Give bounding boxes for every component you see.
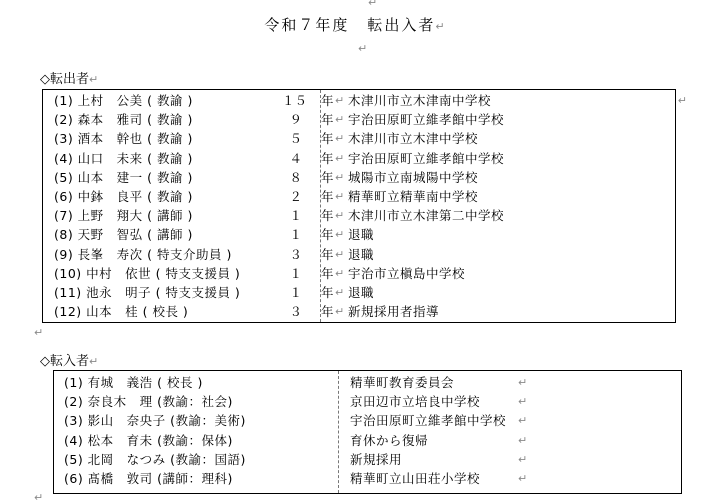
outgoing-destination: 木津川市立木津南中学校: [348, 93, 492, 108]
outgoing-unit: 年: [321, 265, 334, 281]
outgoing-name: (4) 山口 未来 ( 教諭 ): [54, 150, 193, 166]
incoming-name: (5) 北岡 なつみ (教諭：国語): [64, 451, 246, 467]
outgoing-name: (5) 山本 建一 ( 教諭 ): [54, 169, 193, 185]
outgoing-years: １５: [282, 93, 308, 108]
outgoing-years: １: [289, 227, 302, 243]
outgoing-unit: 年: [321, 93, 334, 108]
outgoing-row: (7) 上野 翔大 ( 講師 ) １ 年 ↵ 木津川市立木津第二中学校: [54, 208, 505, 224]
incoming-origin: 精華町立山田荘小学校: [350, 471, 481, 486]
outgoing-years: ４: [289, 150, 302, 166]
outgoing-name: (1) 上村 公美 ( 教諭 ): [54, 93, 193, 108]
outgoing-row: (12) 山本 桂 ( 校長 ) ３ 年 ↵ 新規採用者指導: [54, 304, 440, 320]
blank-line-mark: ↵: [34, 326, 44, 339]
outgoing-name: (9) 長峯 寿次 ( 特支介助員 ): [54, 246, 232, 262]
incoming-row: (4) 松本 育未 (教諭：保体) 育休から復帰 ↵: [64, 432, 528, 448]
incoming-heading: ◇転入者↵: [40, 354, 99, 369]
outgoing-row: (8) 天野 智弘 ( 講師 ) １ 年 ↵ 退職: [54, 227, 375, 243]
outgoing-name: (6) 中鉢 良平 ( 教諭 ): [54, 189, 193, 204]
outgoing-unit: 年: [321, 285, 334, 300]
incoming-origin: 育休から復帰: [350, 432, 429, 448]
outgoing-unit: 年: [321, 169, 334, 185]
outgoing-destination: 木津川市立木津第二中学校: [348, 208, 505, 224]
incoming-origin: 宇治田原町立維孝館中学校: [350, 413, 507, 429]
outgoing-unit: 年: [321, 112, 334, 128]
outgoing-years: １: [289, 265, 302, 281]
outgoing-years: １: [289, 285, 302, 300]
outgoing-destination: 木津川市立木津中学校: [348, 131, 479, 147]
outgoing-name: (11) 池永 明子 ( 特支支援員 ): [54, 285, 241, 300]
outgoing-name: (2) 森本 雅司 ( 教諭 ): [54, 112, 193, 128]
outgoing-unit: 年: [321, 150, 334, 166]
outgoing-destination: 宇治市立槇島中学校: [348, 265, 466, 281]
incoming-origin: 新規採用: [350, 451, 403, 467]
outgoing-heading: ◇転出者↵: [40, 72, 99, 87]
outgoing-years: ３: [289, 246, 302, 262]
incoming-row: (1) 有城 義浩 ( 校長 ) 精華町教育委員会 ↵: [64, 375, 528, 390]
outgoing-name: (7) 上野 翔大 ( 講師 ): [54, 208, 193, 224]
outgoing-years: ５: [289, 131, 302, 147]
outgoing-years: １: [289, 208, 302, 224]
incoming-origin: 精華町教育委員会: [350, 375, 455, 390]
outgoing-row: (10) 中村 依世 ( 特支支援員 ) １ 年 ↵ 宇治市立槇島中学校: [54, 265, 466, 281]
incoming-row: (3) 影山 奈央子 (教諭：美術) 宇治田原町立維孝館中学校 ↵: [64, 413, 528, 429]
title-main: 転出入者: [367, 16, 436, 34]
blank-line-mark: ↵: [34, 491, 44, 504]
blank-line-mark: ↵: [358, 42, 368, 55]
incoming-name: (6) 髙橋 敦司 (講師：理科): [64, 471, 233, 486]
outgoing-unit: 年: [321, 227, 334, 243]
outgoing-years: ９: [289, 112, 302, 128]
outgoing-name: (12) 山本 桂 ( 校長 ): [54, 304, 189, 320]
outgoing-destination: 宇治田原町立維孝館中学校: [348, 112, 505, 128]
incoming-origin: 京田辺市立培良中学校: [350, 394, 481, 410]
outgoing-name: (8) 天野 智弘 ( 講師 ): [54, 227, 193, 243]
incoming-name: (3) 影山 奈央子 (教諭：美術): [64, 413, 246, 429]
outgoing-years: ８: [289, 169, 302, 185]
outgoing-table: ↵: [42, 89, 676, 323]
title-year: 令和７年度: [264, 16, 350, 34]
outgoing-row: (11) 池永 明子 ( 特支支援員 ) １ 年 ↵ 退職: [54, 285, 375, 300]
incoming-name: (1) 有城 義浩 ( 校長 ): [64, 375, 203, 390]
incoming-row: (2) 奈良木 理 (教諭：社会) 京田辺市立培良中学校 ↵: [64, 394, 528, 410]
outgoing-name: (3) 酒本 幹也 ( 教諭 ): [54, 131, 193, 147]
outgoing-destination: 精華町立精華南中学校: [348, 189, 479, 204]
incoming-row: (6) 髙橋 敦司 (講師：理科) 精華町立山田荘小学校 ↵: [64, 471, 528, 486]
incoming-row: (5) 北岡 なつみ (教諭：国語) 新規採用 ↵: [64, 451, 528, 467]
outgoing-row: (3) 酒本 幹也 ( 教諭 ) ５ 年 ↵ 木津川市立木津中学校: [54, 131, 479, 147]
outgoing-unit: 年: [321, 131, 334, 147]
outgoing-row: (9) 長峯 寿次 ( 特支介助員 ) ３ 年 ↵ 退職: [54, 246, 375, 262]
outgoing-row: (4) 山口 未来 ( 教諭 ) ４ 年 ↵ 宇治田原町立維孝館中学校: [54, 150, 505, 166]
paragraph-mark: ↵: [368, 0, 378, 9]
outgoing-destination: 退職: [348, 227, 375, 243]
incoming-name: (2) 奈良木 理 (教諭：社会): [64, 394, 233, 410]
outgoing-unit: 年: [321, 304, 334, 320]
outgoing-row: (2) 森本 雅司 ( 教諭 ) ９ 年 ↵ 宇治田原町立維孝館中学校: [54, 112, 505, 128]
outgoing-unit: 年: [321, 246, 334, 262]
outgoing-years: ２: [289, 189, 302, 204]
outgoing-unit: 年: [321, 189, 334, 204]
outgoing-destination: 城陽市立南城陽中学校: [348, 169, 479, 185]
outgoing-unit: 年: [321, 208, 334, 224]
incoming-name: (4) 松本 育未 (教諭：保体): [64, 432, 233, 448]
outgoing-row: (5) 山本 建一 ( 教諭 ) ８ 年 ↵ 城陽市立南城陽中学校: [54, 169, 479, 185]
outgoing-row: (6) 中鉢 良平 ( 教諭 ) ２ 年 ↵ 精華町立精華南中学校: [54, 189, 479, 204]
outgoing-destination: 退職: [348, 246, 375, 262]
outgoing-destination: 退職: [348, 285, 375, 300]
outgoing-row: (1) 上村 公美 ( 教諭 ) １５ 年 ↵ 木津川市立木津南中学校: [54, 93, 492, 108]
outgoing-destination: 宇治田原町立維孝館中学校: [348, 150, 505, 166]
outgoing-name: (10) 中村 依世 ( 特支支援員 ): [54, 265, 241, 281]
outgoing-years: ３: [289, 304, 302, 320]
outgoing-destination: 新規採用者指導: [348, 304, 440, 320]
page-title: 令和７年度 転出入者↵: [264, 16, 447, 34]
